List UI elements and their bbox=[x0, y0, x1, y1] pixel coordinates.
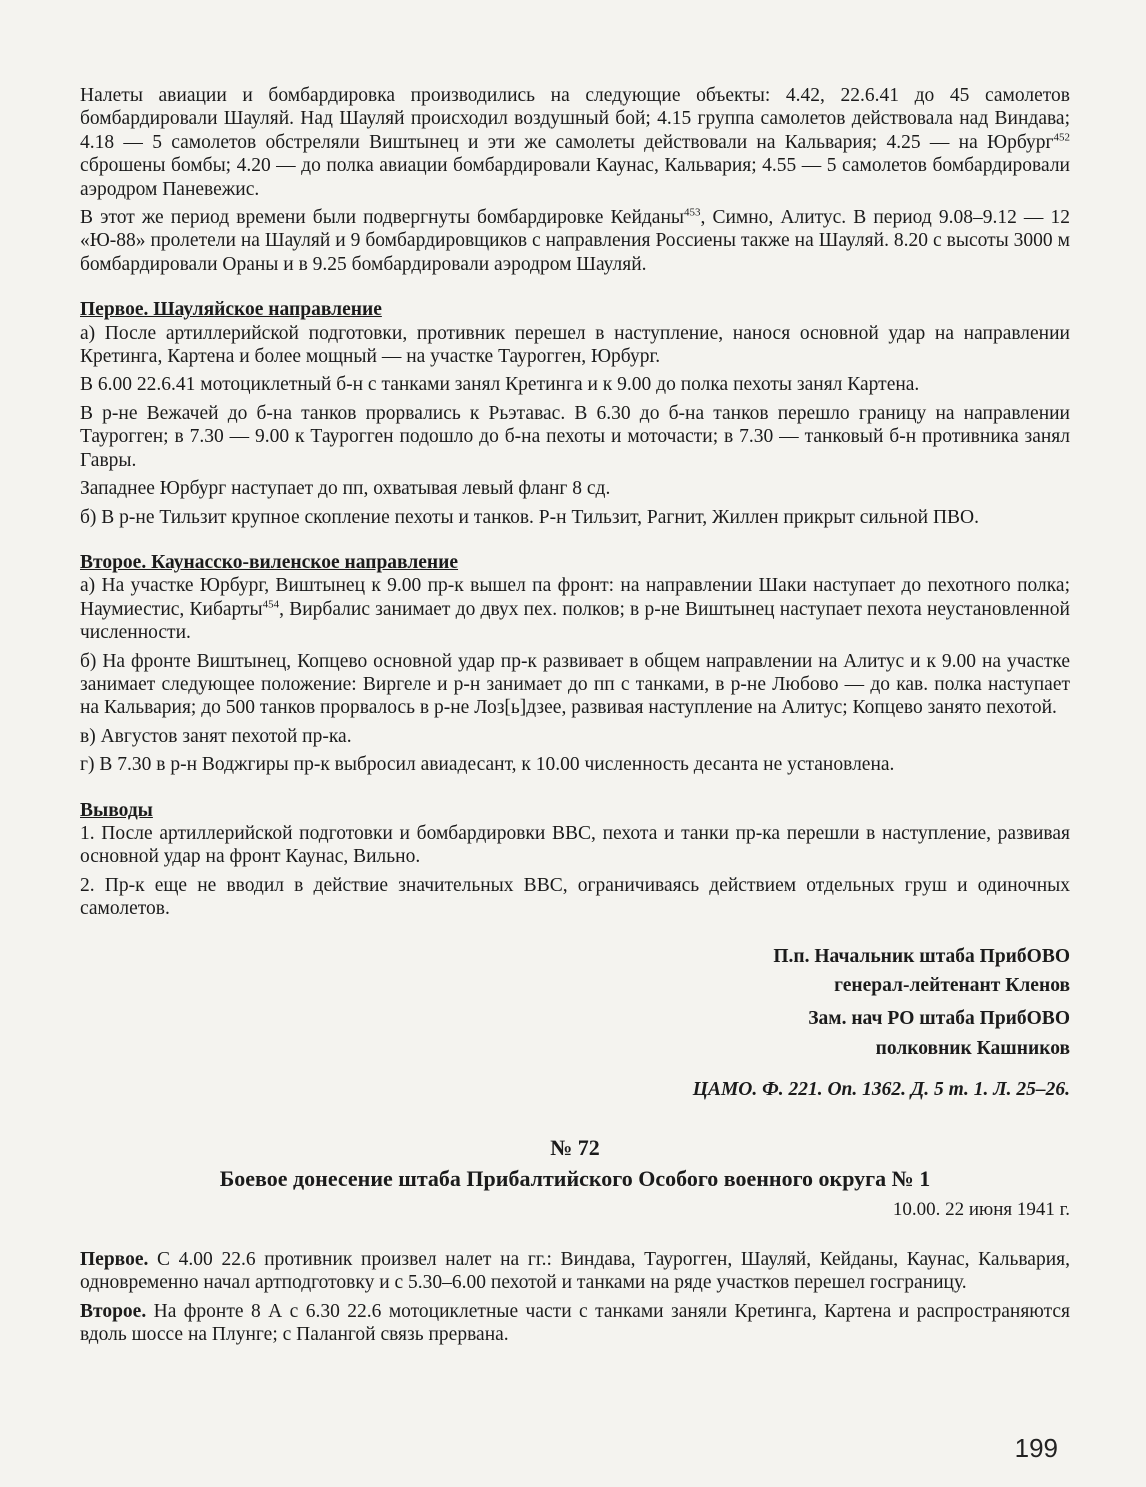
paragraph-lead: Первое. bbox=[80, 1248, 149, 1270]
document-number: № 72 bbox=[550, 1134, 600, 1160]
signature-name: полковник Кашников bbox=[875, 1037, 1070, 1059]
signature-title: Зам. нач РО штаба ПрибОВО bbox=[808, 1008, 1070, 1030]
section2-text: а) На участке Юрбург, Виштынец к 9.00 пр-к вышел па фронт: на направлении Шаки наступает до пехотного полка; Наумиестис, Кибарты bbox=[80, 575, 1070, 620]
paragraph-text: На фронте 8 А с 6.30 22.6 мотоциклетные части с танками заняли Кретинга, Картена и распространяются вдоль шоссе на Плунге; с Палангой связь прервана. bbox=[80, 1300, 1070, 1346]
intro-text: Налеты авиации и бомбардировка производились на следующие объекты: 4.42, 22.6.41 до 45 самолетов бомбардировали Шауляй. Над Шауляй происходил воздушный бой; 4.15 группа самолетов действовала над Виндава; 4.18 — 5 самолетов обстреляли Виштынец и эти же самолеты действовали на Кальвария; 4.25 — на Юрбург bbox=[80, 85, 1070, 153]
section-heading-text: Второе. Каунасско-виленское направление bbox=[80, 551, 459, 573]
section2-item bbox=[80, 574, 1070, 644]
intro-text: В этот же период времени были подвергнуты бомбардировке Кейданы bbox=[80, 207, 684, 229]
document-page bbox=[80, 84, 1070, 1346]
section-heading-text: Выводы bbox=[80, 799, 153, 821]
section2-text: , Вирбалис занимает до двух пех. полков; в р-не Виштынец наступает пехота неустановленной численности. bbox=[80, 598, 1070, 644]
conclusion-item: 1. После артиллерийской подготовки и бомбардировки ВВС, пехота и танки пр-ка перешли в наступление, развивая основной удар на фронт Каунас, Вильно. bbox=[80, 822, 1070, 868]
page-number: 199 bbox=[1014, 1433, 1058, 1463]
conclusions-heading bbox=[80, 799, 1070, 822]
intro-paragraph-2 bbox=[80, 206, 1070, 276]
document-date: 10.00. 22 июня 1941 г. bbox=[892, 1199, 1070, 1221]
section-heading-1 bbox=[80, 298, 1070, 321]
paragraph-text: С 4.00 22.6 противник произвел налет на гг.: Виндава, Таурогген, Шауляй, Кейданы, Каунас, Кальвария, одновременно начал артподготовку и с 5.30–6.00 пехотой и танками на ряде участков перешел госграницу. bbox=[80, 1248, 1070, 1294]
report-paragraph-2 bbox=[80, 1300, 1070, 1347]
section2-item: б) На фронте Виштынец, Копцево основной удар пр-к развивает в общем направлении на Алитус и к 9.00 на участке занимает следующее положение: Виргеле и р-н занимает до пп с танками, в р-не Любово — до кав. полка наступает на Кальвария; до 500 танков прорвалось в р-не Лоз[ь]дзее, развивая наступление на Алитус; Копцево занято пехотой. bbox=[80, 650, 1070, 719]
signature-title: П.п. Начальник штаба ПрибОВО bbox=[773, 945, 1070, 967]
section1-item: Западнее Юрбург наступает до пп, охватывая левый фланг 8 сд. bbox=[80, 478, 611, 500]
section2-item: в) Августов занят пехотой пр-ка. bbox=[80, 725, 352, 747]
footnote-ref: 454 bbox=[262, 598, 280, 611]
section2-item: г) В 7.30 в р-н Воджгиры пр-к выбросил авиадесант, к 10.00 численность десанта не установлена. bbox=[80, 754, 895, 776]
intro-paragraph-1 bbox=[80, 84, 1070, 201]
intro-text: , Симно, Алитус. В период 9.08–9.12 — 12 «Ю-88» пролетели на Шауляй и 9 бомбардировщиков с направления Россиены также на Шауляй. 8.20 с высоты 3000 м бомбардировали Ораны и в 9.25 бомбардировали аэродром Шауляй. bbox=[80, 207, 1070, 275]
section1-item: В 6.00 22.6.41 мотоциклетный б-н с танками занял Кретинга и к 9.00 до полка пехоты занял Картена. bbox=[80, 374, 920, 396]
signature-name: генерал-лейтенант Кленов bbox=[834, 975, 1070, 996]
report-paragraph-1 bbox=[80, 1248, 1070, 1295]
intro-text: сброшены бомбы; 4.20 — до полка авиации бомбардировали Каунас, Кальвария; 4.55 — 5 самолетов бомбардировали аэродром Паневежис. bbox=[80, 155, 1070, 200]
section1-item: В р-не Вежачей до б-на танков прорвались к Рьэтавас. В 6.30 до б-на танков перешло границу на направлении Таурогген; в 7.30 — 9.00 к Таурогген подошло до б-на пехоты и моточасти; в 7.30 — танковый б-н противника занял Гавры. bbox=[80, 402, 1070, 471]
document-title: Боевое донесение штаба Прибалтийского Особого военного округа № 1 bbox=[219, 1166, 931, 1192]
section-heading-text: Первое. Шауляйское направление bbox=[80, 299, 382, 321]
paragraph-lead: Второе. bbox=[80, 1300, 147, 1322]
footnote-ref: 452 bbox=[1053, 131, 1070, 144]
section-heading-2 bbox=[80, 551, 1070, 574]
section1-item: б) В р-не Тильзит крупное скопление пехоты и танков. Р-н Тильзит, Рагнит, Жиллен прикрыт сильной ПВО. bbox=[80, 506, 979, 528]
conclusion-item: 2. Пр-к еще не вводил в действие значительных ВВС, ограничиваясь действием отдельных груш и одиночных самолетов. bbox=[80, 874, 1070, 920]
archive-source: ЦАМО. Ф. 221. Оп. 1362. Д. 5 т. 1. Л. 25–26. bbox=[692, 1079, 1070, 1101]
footnote-ref: 453 bbox=[684, 206, 701, 219]
section1-item: а) После артиллерийской подготовки, противник перешел в наступление, нанося основной удар на направлении Кретинга, Картена и более мощный — на участке Таурогген, Юрбург. bbox=[80, 322, 1070, 368]
